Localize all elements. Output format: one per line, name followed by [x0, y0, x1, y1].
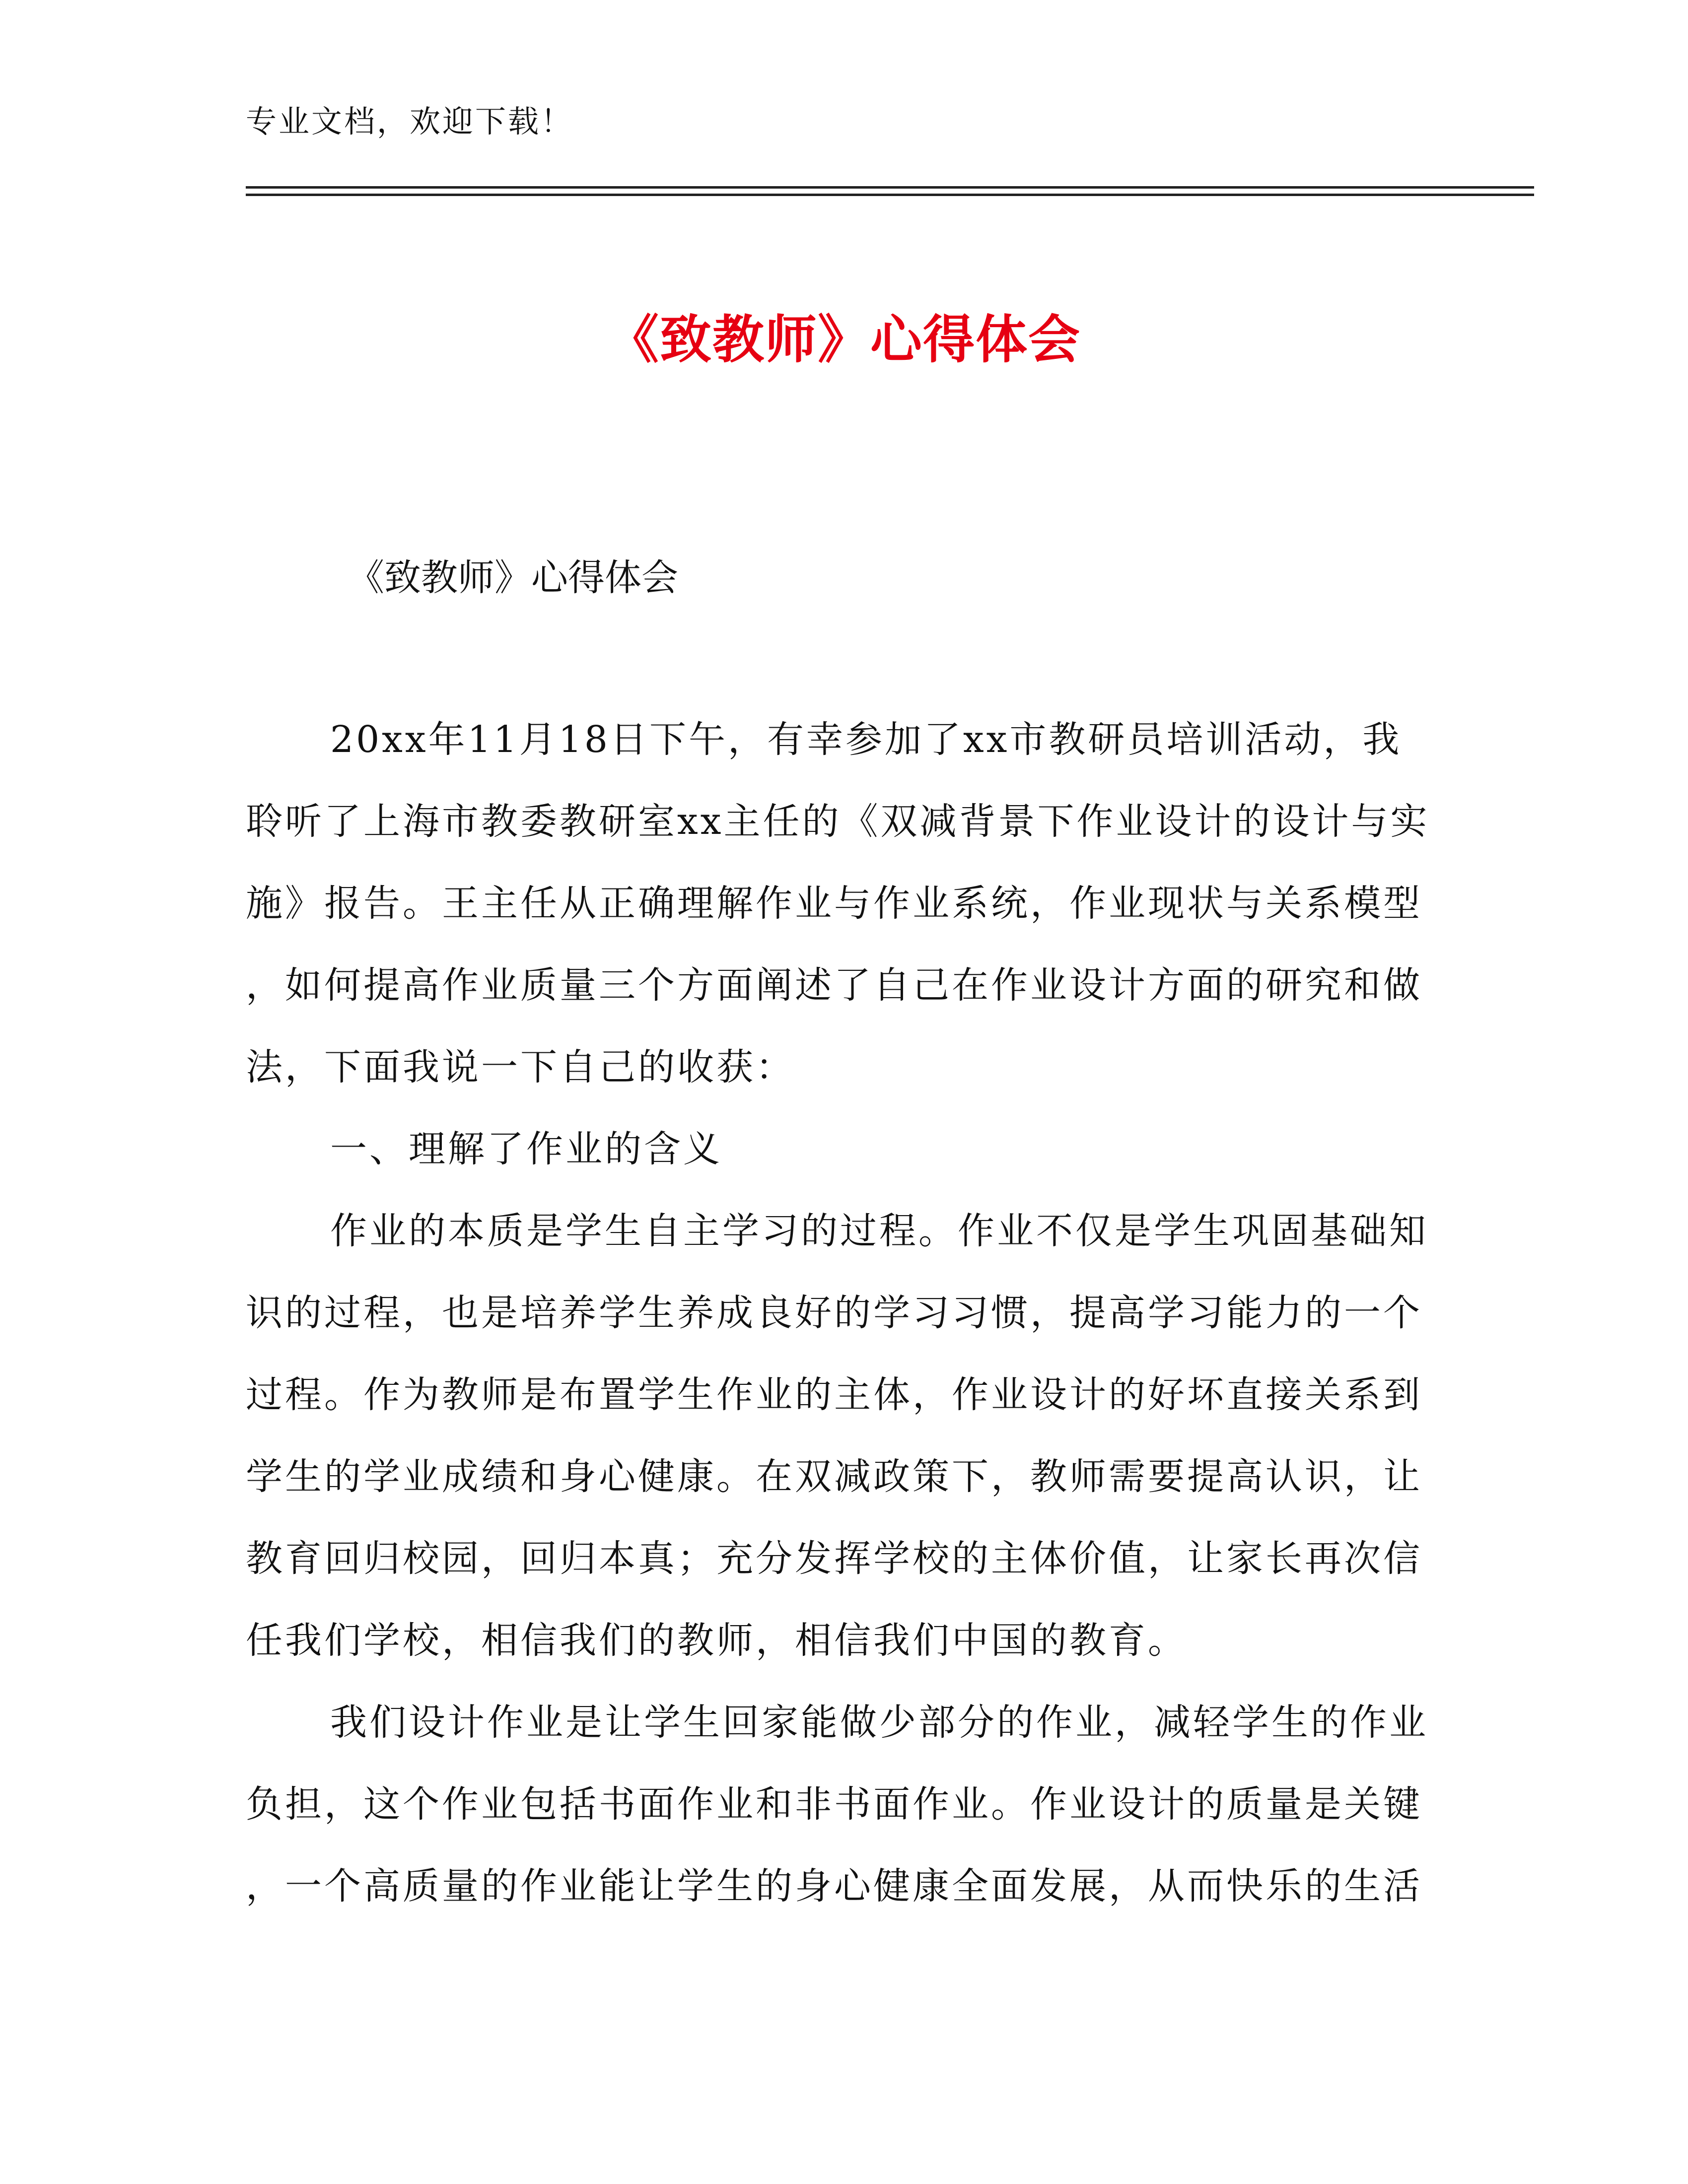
- body-line: 教育回归校园，回归本真；充分发挥学校的主体价值，让家长再次信: [246, 1537, 1422, 1580]
- section-heading: 一、理解了作业的含义: [330, 1128, 722, 1170]
- body-line: 我们设计作业是让学生回家能做少部分的作业，减轻学生的作业: [330, 1701, 1428, 1744]
- header-text: 专业文档，欢迎下载！: [246, 103, 574, 139]
- header-rule-bottom: [246, 194, 1534, 196]
- header-rule-top: [246, 186, 1534, 189]
- body-line: ，一个高质量的作业能让学生的身心健康全面发展，从而快乐的生活: [246, 1865, 1422, 1908]
- body-line: 负担，这个作业包括书面作业和非书面作业。作业设计的质量是关键: [246, 1783, 1422, 1826]
- body-line: ，如何提高作业质量三个方面阐述了自己在作业设计方面的研究和做: [246, 964, 1422, 1007]
- article-body: [246, 715, 1537, 1943]
- body-line: 学生的学业成绩和身心健康。在双减政策下，教师需要提高认识，让: [246, 1455, 1422, 1498]
- body-line: 识的过程，也是培养学生养成良好的学习习惯，提高学习能力的一个: [246, 1292, 1422, 1334]
- article-subtitle: 《致教师》心得体会: [348, 556, 678, 599]
- body-line: 施》报告。王主任从正确理解作业与作业系统，作业现状与关系模型: [246, 882, 1422, 925]
- body-line: 法，下面我说一下自己的收获：: [246, 1046, 795, 1089]
- body-line: 任我们学校，相信我们的教师，相信我们中国的教育。: [246, 1619, 1187, 1662]
- body-line: 聆听了上海市教委教研室xx主任的《双减背景下作业设计的设计与实: [246, 800, 1430, 843]
- page-title: 《致教师》心得体会: [607, 309, 1081, 370]
- body-line: 过程。作为教师是布置学生作业的主体，作业设计的好坏直接关系到: [246, 1373, 1422, 1416]
- body-line: 20xx年11月18日下午，有幸参加了xx市教研员培训活动，我: [330, 718, 1402, 761]
- body-line: 作业的本质是学生自主学习的过程。作业不仅是学生巩固基础知: [330, 1210, 1428, 1252]
